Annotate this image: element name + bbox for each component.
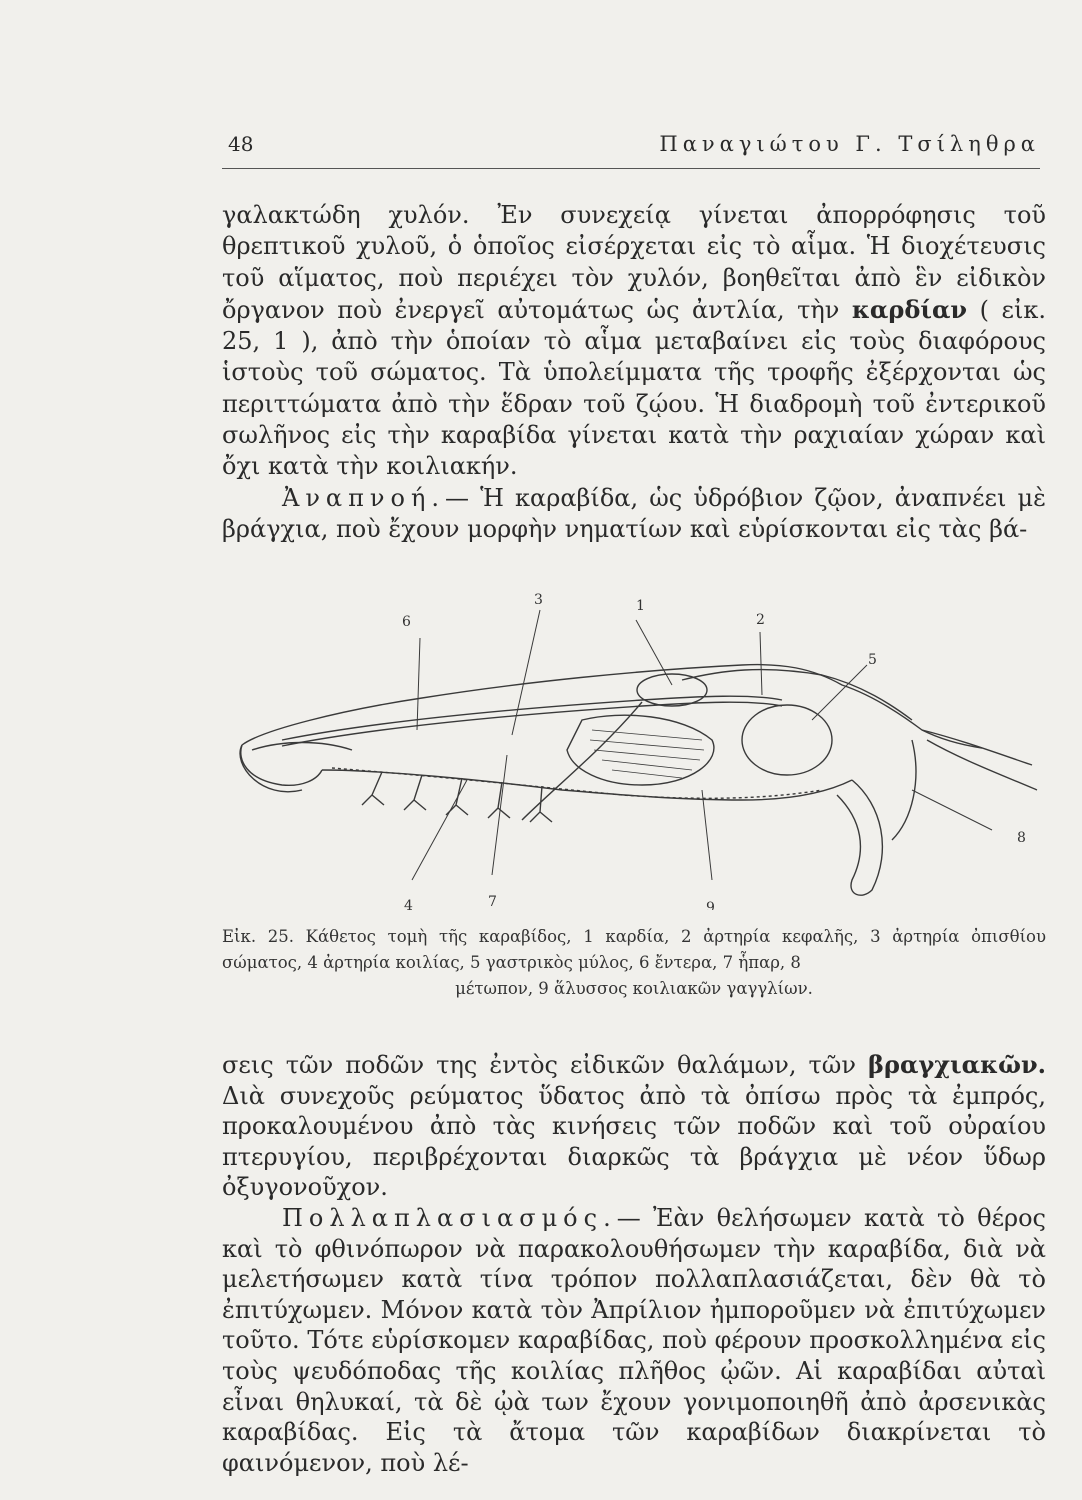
figure-label-3: 3 — [534, 592, 543, 608]
text-block-top — [222, 200, 1046, 545]
caption-line-2: μέτωπον, 9 ἅλυσσος κοιλιακῶν γαγγλίων. — [455, 979, 813, 998]
paragraph-gills: σεις τῶν ποδῶν της ἐντὸς εἰδικῶν θαλάμων, τῶν βραγχιακῶν. Διὰ συνεχοῦς ρεύματος ὕδατος ἀπὸ τὰ ὀπίσω πρὸς τὰ ἐμπρός, προκαλουμένου ἀπὸ τὰς κινήσεις τῶν ποδῶν καὶ τοῦ οὐραίου πτερυγίου, περιβρέχονται διαρκῶς τὰ βράγχια μὲ νέον ὕδωρ ὀξυγονοῦχον. — [222, 1050, 1046, 1202]
page-number: 48 — [228, 132, 254, 156]
figure-label-1: 1 — [636, 598, 645, 614]
paragraph-respiration: Ἀναπνοή.— Ἡ καραβίδα, ὡς ὑδρόβιον ζῷον, ἀναπνέει μὲ βράγχια, ποὺ ἔχουν μορφὴν νηματίων καὶ εὑρίσκονται εἰς τὰς βά- — [222, 483, 1046, 543]
paragraph-digestion: γαλακτώδη χυλόν. Ἐν συνεχείᾳ γίνεται ἀπορρόφησις τοῦ θρεπτικοῦ χυλοῦ, ὁ ὁποῖος εἰσέρχεται εἰς τὸ αἷμα. Ἡ διοχέτευσις τοῦ αἵματος, ποὺ περιέχει τὸν χυλόν, βοηθεῖται ἀπὸ ἓν εἰδικὸν ὄργανον ποὺ ἐνεργεῖ αὐτομάτως ὡς ἀντλία, τὴν καρδίαν ( εἰκ. 25, 1 ), ἀπὸ τὴν ὁποίαν τὸ αἷμα μεταβαίνει εἰς τοὺς διαφόρους ἱστοὺς τοῦ σώματος. Τὰ ὑπολείμματα τῆς τροφῆς ἐξέρχονται ὡς περιττώματα ἀπὸ τὴν ἕδραν τοῦ ζῴου. Ἡ διαδρομὴ τοῦ ἐντερικοῦ σωλῆνος εἰς τὴν καραβίδα γίνεται κατὰ τὴν ραχιαίαν χώραν καὶ ὄχι κατὰ τὴν κοιλιακήν. — [222, 201, 1046, 481]
section-heading-anapnoi: Ἀναπνοή. — [282, 483, 445, 512]
figure-label-7: 7 — [488, 894, 497, 910]
text-block-bottom — [222, 1050, 1046, 1478]
caption-line-1: Εἰκ. 25. Κάθετος τομὴ τῆς καραβίδος, 1 καρδία, 2 ἀρτηρία κεφαλῆς, 3 ἀρτηρία ὀπισθίου σώματος, 4 ἀρτηρία κοιλίας, 5 γαστρικὸς μύλος, 6 ἔντερα, 7 ἧπαρ, 8 — [222, 927, 1046, 972]
section-heading-pollaplasiasmos: Πολλαπλασιασμός. — [282, 1203, 617, 1232]
page-header — [222, 128, 1040, 169]
paragraph-reproduction: Πολλαπλασιασμός.— Ἐὰν θελήσωμεν κατὰ τὸ θέρος καὶ τὸ φθινόπωρον νὰ παρακολουθήσωμεν τὴν καραβίδα, διὰ νὰ μελετήσωμεν κατὰ τίνα τρόπον πολλαπλασιάζεται, δὲν θὰ τὸ ἐπιτύχωμεν. Μόνον κατὰ τὸν Ἀπρίλιον ἠμποροῦμεν νὰ ἐπιτύχωμεν τοῦτο. Τότε εὑρίσκομεν καραβίδας, ποὺ φέρουν προσκολλημένα εἰς τοὺς ψευδόποδας τῆς κοιλίας πλῆθος ᾠῶν. Αἱ καραβίδαι αὐταὶ εἶναι θηλυκαί, τὰ δὲ ᾠὰ των ἔχουν γονιμοποιηθῆ ἀπὸ ἀρσενικὰς καραβίδας. Εἰς τὰ ἄτομα τῶν καραβίδων διακρίνεται τὸ φαινόμενον, ποὺ λέ- — [222, 1203, 1046, 1477]
figure-label-2: 2 — [756, 612, 765, 628]
crayfish-diagram — [222, 590, 1046, 910]
figure-label-9: 9 — [706, 900, 715, 910]
figure-label-5: 5 — [868, 652, 877, 668]
bold-term-vranchiakon: βραγχιακῶν. — [868, 1050, 1046, 1079]
figure-label-6: 6 — [402, 614, 411, 630]
figure-caption — [222, 924, 1046, 1002]
figure-label-4: 4 — [404, 898, 413, 910]
running-head: Παναγιώτου Γ. Τσίληθρα — [659, 132, 1040, 156]
crayfish-section-figure — [222, 590, 1046, 910]
figure-label-8: 8 — [1017, 830, 1026, 846]
bold-term-kardian: καρδίαν — [851, 294, 968, 324]
